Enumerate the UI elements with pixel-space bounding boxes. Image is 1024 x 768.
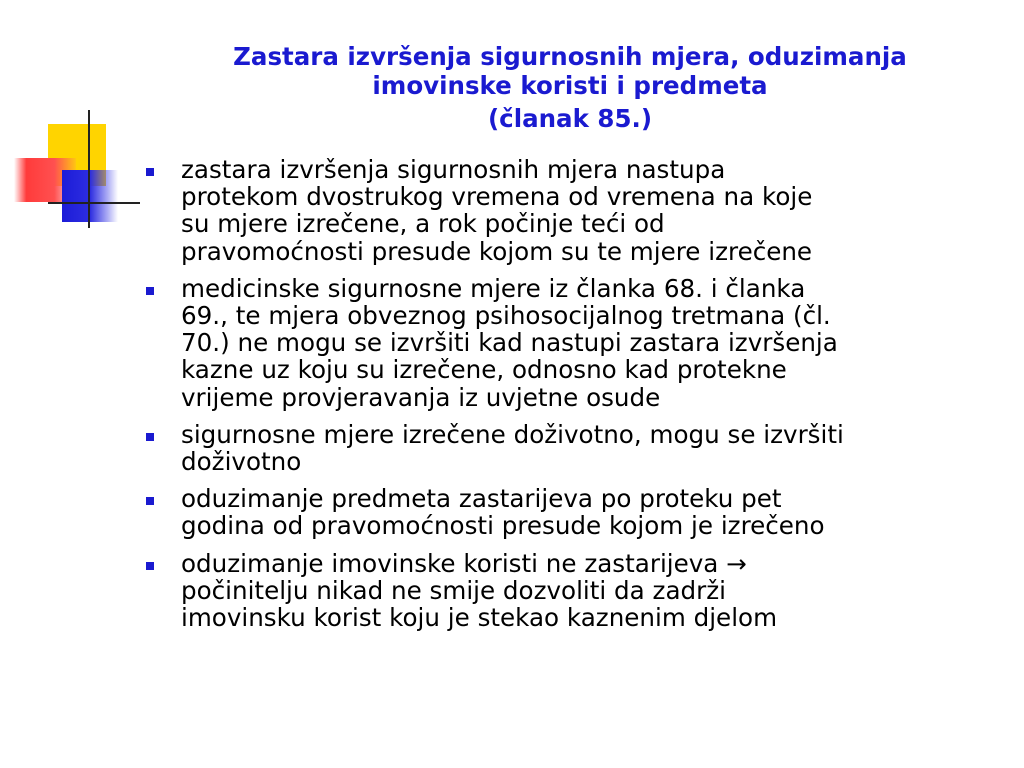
bullet-item	[140, 275, 1010, 411]
bullet-line: 70.) ne mogu se izvršiti kad nastupi zastara izvršenja	[181, 328, 838, 358]
bullet-line: počinitelju nikad ne smije dozvoliti da zadrži	[181, 575, 727, 605]
decor-horizontal-line	[48, 202, 140, 204]
title-line-1: Zastara izvršenja sigurnosnih mjera, oduzimanja	[233, 42, 907, 71]
bullet-item	[140, 485, 1010, 539]
bullet-line: imovinsku korist koju je stekao kaznenim djelom	[181, 603, 778, 633]
bullet-marker-icon	[146, 287, 154, 295]
bullet-item	[140, 421, 1010, 475]
bullet-line: pravomoćnosti presude kojom su te mjere izrečene	[181, 236, 813, 266]
bullet-marker-icon	[146, 433, 154, 441]
bullet-line: doživotno	[181, 447, 302, 477]
bullet-item	[140, 156, 1010, 265]
bullet-line: protekom dvostrukog vremena od vremena na koje	[181, 182, 813, 212]
decor-blue-square	[62, 170, 118, 222]
bullet-line: oduzimanje imovinske koristi ne zastarijeva →	[181, 548, 747, 578]
bullet-list	[140, 156, 1010, 641]
bullet-line: 69., te mjera obveznog psihosocijalnog tretmana (čl.	[181, 301, 831, 331]
bullet-line: medicinske sigurnosne mjere iz članka 68. i članka	[181, 273, 806, 303]
bullet-line: godina od pravomoćnosti presude kojom je izrečeno	[181, 511, 825, 541]
bullet-marker-icon	[146, 497, 154, 505]
slide-title	[140, 42, 1000, 133]
bullet-line: kazne uz koju su izrečene, odnosno kad protekne	[181, 355, 787, 385]
bullet-line: su mjere izrečene, a rok počinje teći od	[181, 209, 665, 239]
title-line-3: (članak 85.)	[487, 104, 653, 133]
bullet-line: zastara izvršenja sigurnosnih mjera nastupa	[181, 155, 726, 184]
decor-vertical-line	[88, 110, 90, 228]
bullet-marker-icon	[146, 562, 154, 570]
bullet-line: vrijeme provjeravanja iz uvjetne osude	[181, 382, 661, 412]
bullet-line: sigurnosne mjere izrečene doživotno, mogu se izvršiti	[181, 419, 844, 449]
title-line-2: imovinske koristi i predmeta	[372, 71, 768, 100]
bullet-item	[140, 550, 1010, 632]
bullet-line: oduzimanje predmeta zastarijeva po proteku pet	[181, 484, 782, 514]
bullet-marker-icon	[146, 168, 154, 176]
